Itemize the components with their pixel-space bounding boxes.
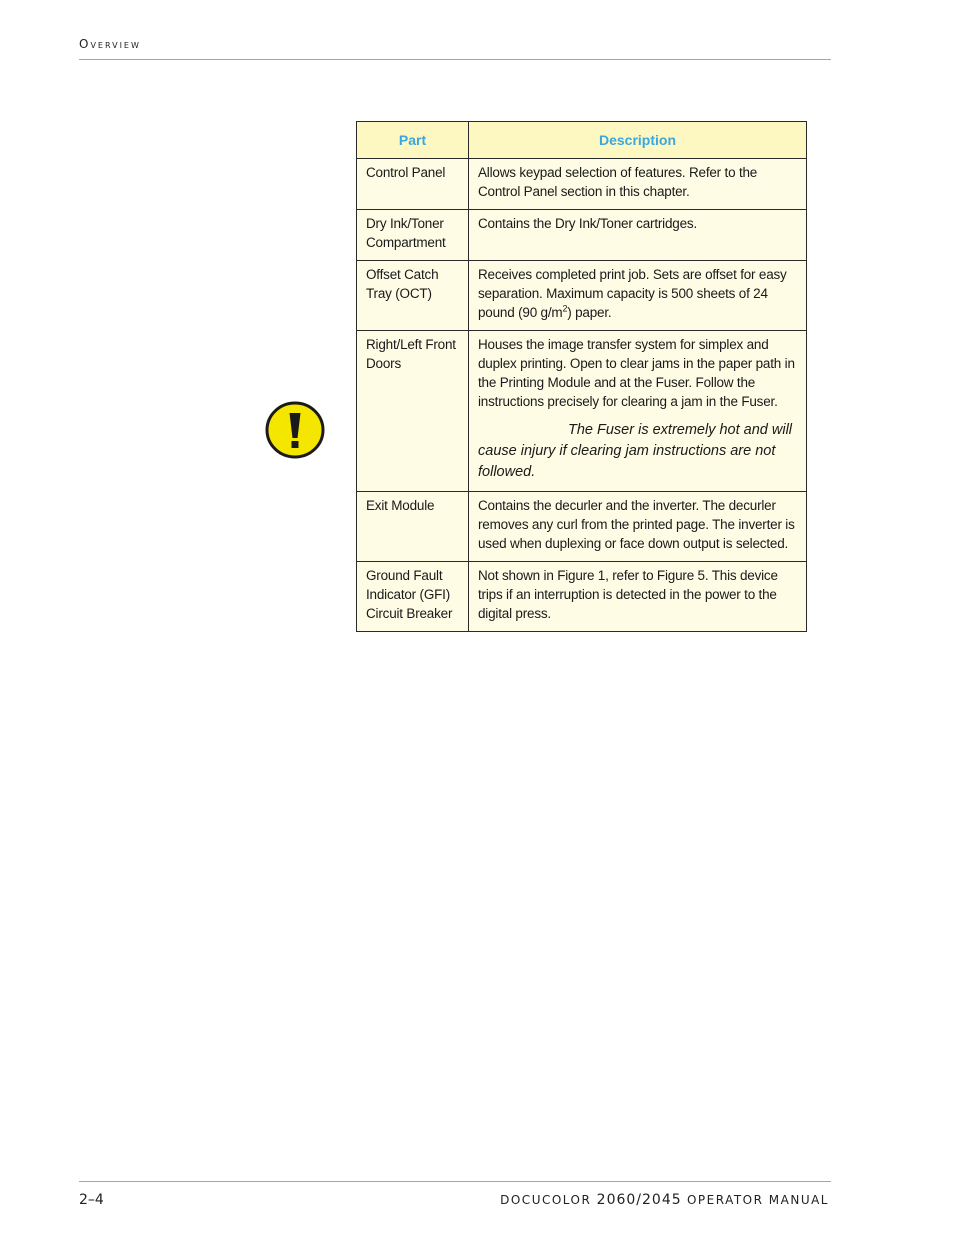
part-cell xyxy=(357,492,469,562)
part-cell xyxy=(357,210,469,261)
description-cell xyxy=(469,562,807,632)
description-cell xyxy=(469,331,807,492)
parts-table xyxy=(356,121,807,632)
manual-brand: DOCUCOLOR xyxy=(500,1193,597,1207)
manual-model: 2060/2045 xyxy=(596,1192,682,1208)
table-row xyxy=(357,562,807,632)
part-cell xyxy=(357,331,469,492)
manual-suffix: OPERATOR MANUAL xyxy=(681,1193,829,1207)
part-name: Ground Fault Indicator (GFI) Circuit Breaker xyxy=(366,568,453,621)
part-cell xyxy=(357,562,469,632)
table-header-row xyxy=(357,122,807,159)
table-row xyxy=(357,159,807,210)
part-description: Not shown in Figure 1, refer to Figure 5. This device trips if an interruption is detected in the power to the digital press. xyxy=(478,568,778,621)
part-description: Contains the decurler and the inverter. The decurler removes any curl from the printed page. The inverter is used when duplexing or face down output is selected. xyxy=(478,498,795,551)
part-name: Exit Module xyxy=(366,498,435,513)
warning-note: The Fuser is extremely hot and will cause injury if clearing jam instructions are not followed. xyxy=(478,422,793,480)
part-name: Dry Ink/Toner Compartment xyxy=(366,216,446,250)
page-number: 2–4 xyxy=(79,1192,104,1208)
part-name: Control Panel xyxy=(366,165,446,180)
column-header-description: Description xyxy=(469,122,807,159)
part-name: Offset Catch Tray (OCT) xyxy=(366,267,439,301)
part-name: Right/Left Front Doors xyxy=(366,337,456,371)
description-cell xyxy=(469,492,807,562)
part-description: Allows keypad selection of features. Refer to the Control Panel section in this chapter. xyxy=(478,165,758,199)
part-cell xyxy=(357,159,469,210)
part-description: Houses the image transfer system for simplex and duplex printing. Open to clear jams in the paper path in the Printing Module and at the Fuser. Follow the instructions precisely for clearing a jam in the Fuser. xyxy=(478,337,795,409)
footer-divider xyxy=(79,1181,831,1182)
table-row xyxy=(357,331,807,492)
table-row xyxy=(357,261,807,331)
part-cell xyxy=(357,261,469,331)
part-description xyxy=(478,265,797,322)
exclamation-warning-icon xyxy=(265,401,325,459)
description-cell xyxy=(469,159,807,210)
header-divider xyxy=(79,59,831,60)
column-header-part: Part xyxy=(357,122,469,159)
manual-title xyxy=(500,1192,829,1208)
description-text-end: ) paper. xyxy=(567,305,612,320)
running-header: Overview xyxy=(79,37,141,51)
table-row xyxy=(357,210,807,261)
description-text: Receives completed print job. Sets are offset for easy separation. Maximum capacity is 500 sheets of 24 pound (90 g/m xyxy=(478,267,787,320)
part-description: Contains the Dry Ink/Toner cartridges. xyxy=(478,216,697,231)
superscript-exponent: 2 xyxy=(562,303,568,314)
description-cell xyxy=(469,210,807,261)
description-cell xyxy=(469,261,807,331)
table-row xyxy=(357,492,807,562)
